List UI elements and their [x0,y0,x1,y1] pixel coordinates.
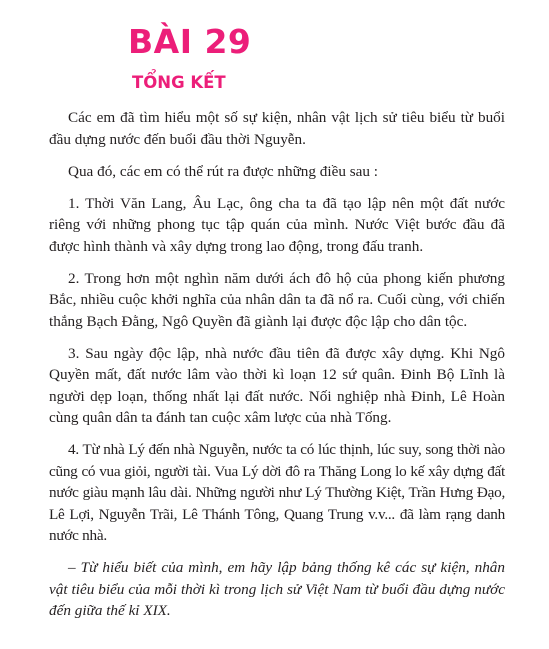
summary-point-3: 3. Sau ngày độc lập, nhà nước đầu tiên đã được xây dựng. Khi Ngô Quyền mất, đất nước lâm vào thời kì loạn 12 sứ quân. Đinh Bộ Lĩnh là người dẹp loạn, thống nhất lại đất nước. Nối nghiệp nhà Đinh, Lê Hoàn cùng quân dân ta đánh tan cuộc xâm lược của nhà Tống. [49,344,505,426]
lead-in-paragraph: Qua đó, các em có thể rút ra được những điều sau : [68,162,379,180]
lesson-body [49,107,505,632]
lesson-subtitle: TỔNG KẾT [132,73,226,92]
summary-point-1: 1. Thời Văn Lang, Âu Lạc, ông cha ta đã tạo lập nên một đất nước riêng với những phong tục tập quán của mình. Nước Việt bước đầu đã được hình thành và xây dựng trong lao động, trong đấu tranh. [49,194,505,255]
intro-paragraph: Các em đã tìm hiểu một số sự kiện, nhân vật lịch sử tiêu biểu từ buổi đầu dựng nước đến buổi đầu thời Nguyễn. [49,109,505,148]
summary-point-4: 4. Từ nhà Lý đến nhà Nguyễn, nước ta có lúc thịnh, lúc suy, song thời nào cũng có vua giỏi, người tài. Vua Lý dời đô ra Thăng Long lo kế xây dựng đất nước giàu mạnh lâu dài. Những người như Lý Thường Kiệt, Trần Hưng Đạo, Lê Lợi, Nguyễn Trãi, Lê Thánh Tông, Quang Trung v.v... đã làm rạng danh nước nhà. [49,441,505,544]
lesson-title: BÀI 29 [128,22,252,61]
exercise-prompt: – Từ hiểu biết của mình, em hãy lập bảng thống kê các sự kiện, nhân vật tiêu biểu của mỗi thời kì trong lịch sử Việt Nam từ buổi đầu dựng nước đến giữa thế kỉ XIX. [49,559,505,619]
summary-point-2: 2. Trong hơn một nghìn năm dưới ách đô hộ của phong kiến phương Bắc, nhiều cuộc khởi nghĩa của nhân dân ta đã nổ ra. Cuối cùng, với chiến thắng Bạch Đằng, Ngô Quyền đã giành lại được độc lập cho dân tộc. [49,269,505,330]
